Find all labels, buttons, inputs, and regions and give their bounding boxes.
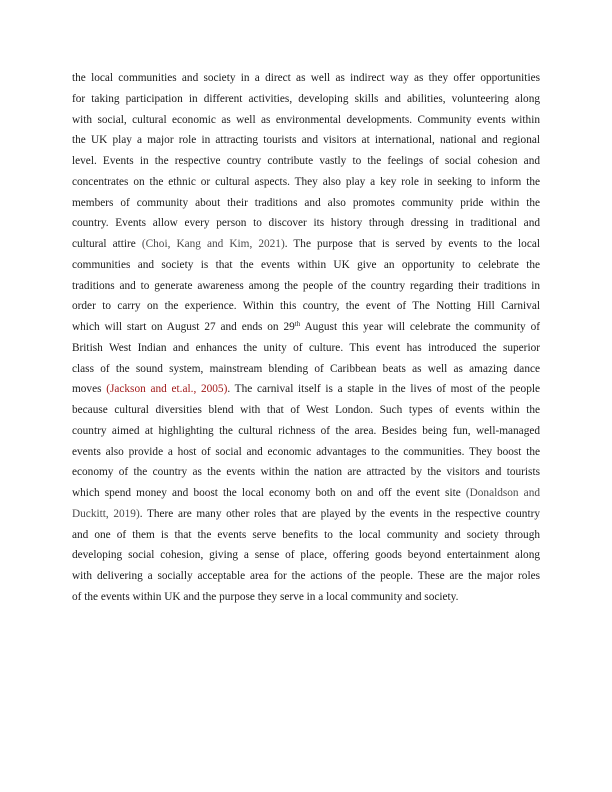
text-segment: developing social cohesion, giving a sense of place, offering goods beyond entertainment along — [72, 549, 540, 562]
text-segment: with delivering a socially acceptable area for the actions of the people. These are the major roles — [72, 570, 540, 582]
text-segment: concentrates on the ethnic or cultural aspects. They also play a key role in seeking to inform the — [72, 175, 540, 188]
text-segment: country aimed at highlighting the cultural richness of the area. Besides being fun, well-managed — [72, 424, 540, 437]
text-line — [72, 359, 540, 380]
text-line — [72, 193, 540, 214]
text-segment: cultural attire — [72, 238, 142, 250]
text-line — [72, 421, 540, 442]
text-segment: British West Indian and enhances the unity of culture. This event has introduced the superior — [72, 341, 540, 354]
text-segment: country. Events allow every person to discover its history through dressing in traditional and — [72, 217, 540, 230]
text-line — [72, 151, 540, 172]
text-segment: moves — [72, 383, 107, 396]
text-line — [72, 234, 540, 255]
text-line — [72, 379, 540, 400]
citation: (Choi, Kang and Kim, 2021) — [141, 238, 285, 250]
text-line — [72, 566, 540, 587]
text-line — [72, 110, 540, 131]
citation: (Jackson and et.al., 2005) — [106, 383, 228, 396]
text-line — [72, 545, 540, 566]
text-segment: which will start on August 27 and ends on 29 — [72, 321, 295, 333]
text-segment: . The carnival itself is a staple in the lives of most of the people — [227, 383, 541, 396]
text-segment: communities and society is that the events within UK give an opportunity to celebrate the — [72, 258, 540, 271]
text-segment: events also provide a host of social and economic advantages to the communities. They boost the — [72, 445, 540, 458]
text-line — [72, 317, 540, 338]
body-paragraph — [72, 68, 540, 608]
text-line — [72, 504, 540, 525]
text-segment: because cultural diversities blend with that of West London. Such types of events within the — [72, 404, 540, 416]
text-segment: of the events within UK and the purpose they serve in a local community and society. — [72, 590, 459, 603]
text-segment: which spend money and boost the local economy both on and off the event site — [72, 487, 466, 499]
text-segment: traditions and to generate awareness among the people of the country regarding their traditions in — [72, 279, 540, 292]
text-line — [72, 130, 540, 151]
text-line — [72, 276, 540, 297]
text-segment: with social, cultural economic as well as environmental developments. Community events within — [72, 113, 540, 126]
text-segment: level. Events in the respective country contribute vastly to the feelings of social cohesion and — [72, 155, 540, 167]
text-segment: the UK play a major role in attracting tourists and visitors at international, national and regional — [72, 134, 540, 147]
superscript: th — [294, 320, 301, 328]
citation: (Donaldson and — [465, 487, 540, 499]
text-segment: and one of them is that the events serve benefits to the local community and society through — [72, 528, 540, 541]
text-line — [72, 525, 540, 546]
text-line — [72, 68, 540, 89]
text-line — [72, 483, 540, 504]
text-segment: order to carry on the experience. Within this country, the event of The Notting Hill Carnival — [72, 300, 540, 313]
text-segment: the local communities and society in a direct as well as indirect way as they offer opportunities — [72, 72, 540, 84]
text-line — [72, 255, 540, 276]
text-line — [72, 89, 540, 110]
text-line — [72, 296, 540, 317]
text-line — [72, 442, 540, 463]
text-segment: members of community about their traditions and also promotes community pride within the — [72, 196, 540, 209]
text-line — [72, 462, 540, 483]
text-segment: for taking participation in different activities, developing skills and abilities, volunteering along — [72, 92, 540, 105]
text-segment: . The purpose that is served by events to the local — [284, 238, 540, 250]
text-line — [72, 213, 540, 234]
text-line — [72, 338, 540, 359]
text-line — [72, 172, 540, 193]
text-segment: economy of the country as the events within the nation are attracted by the visitors and tourists — [72, 466, 540, 479]
text-line — [72, 587, 540, 608]
citation: Duckitt, 2019) — [72, 507, 140, 520]
text-segment: . There are many other roles that are played by the events in the respective country — [139, 507, 541, 520]
text-segment: class of the sound system, mainstream blending of Caribbean beats as well as amazing dance — [72, 362, 540, 375]
text-segment: August this year will celebrate the community of — [300, 321, 540, 333]
text-line — [72, 400, 540, 421]
